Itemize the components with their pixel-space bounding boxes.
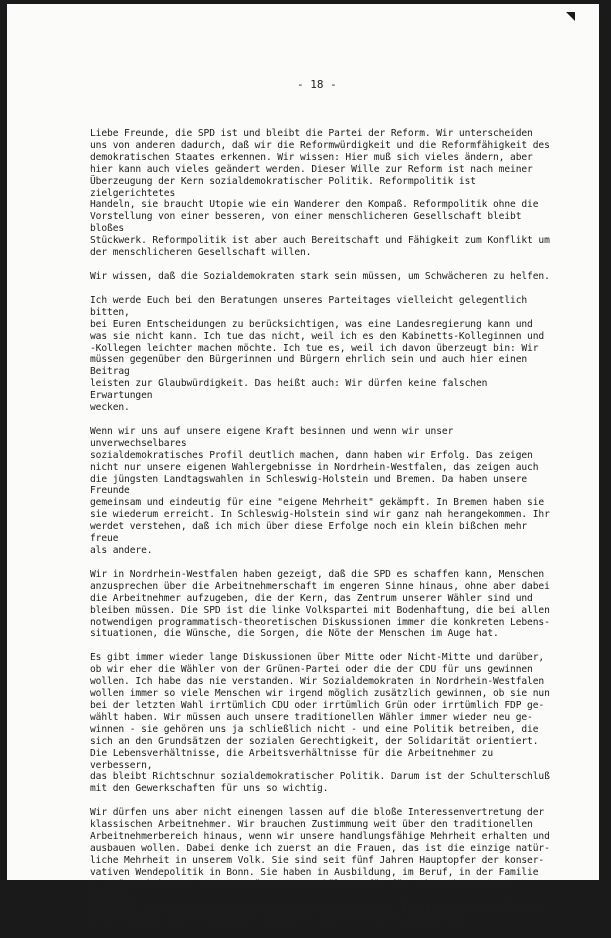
document-page	[7, 4, 599, 926]
paragraph-4: Wenn wir uns auf unsere eigene Kraft besinnen und wenn wir unser unverwechselbares sozialdemokratisches Profil deutlich machen, dann haben wir Erfolg. Das zeigen nicht nur unsere eigenen Wahlergebnisse in Nordrhein-Westfalen, das zeigen auch die jüngsten Landtagswahlen in Schleswig-Holstein und Bremen. Da haben unsere Freunde gemeinsam und eindeutig für eine "eigene Mehrheit" gekämpft. In Bremen haben sie sie wiederum erreicht. In Schleswig-Holstein sind wir ganz nah herangekommen. Ihr werdet verstehen, daß ich mich über diese Erfolge noch ein klein bißchen mehr freue als andere.	[90, 425, 550, 556]
body-text	[90, 128, 550, 938]
punch-mark	[566, 12, 575, 21]
paragraph-2: Wir wissen, daß die Sozialdemokraten stark sein müssen, um Schwächeren zu helfen.	[90, 270, 550, 282]
paragraph-1: Liebe Freunde, die SPD ist und bleibt die Partei der Reform. Wir unterscheiden uns von anderen dadurch, daß wir die Reformwürdigkeit und die Reformfähigkeit des demokratischen Staates erkennen. Wir wissen: Hier muß sich vieles ändern, aber hier kann auch vieles geändert werden. Dieser Wille zur Reform ist nach meiner Überzeugung der Kern sozialdemokratischer Politik. Reformpolitik ist zielgerichtetes Handeln, sie braucht Utopie wie ein Wanderer den Kompaß. Reformpolitik ohne die Vorstellung von einer besseren, von einer menschlicheren Gesellschaft bleibt bloßes Stückwerk. Reformpolitik ist aber auch Bereitschaft und Fähigkeit zum Konflikt um der menschlicheren Gesellschaft willen.	[90, 128, 550, 259]
paragraph-3: Ich werde Euch bei den Beratungen unseres Parteitages vielleicht gelegentlich bitten, bei Euren Entscheidungen zu berücksichtigen, was eine Landesregierung kann und was sie nicht kann. Ich tue das nicht, weil ich es den Kabinetts-Kolleginnen und -Kollegen leichter machen möchte. Ich tue es, weil ich davon überzeugt bin: Wir müssen gegenüber den Bürgerinnen und Bürgern ehrlich sein und auch hier einen Beitrag leisten zur Glaubwürdigkeit. Das heißt auch: Wir dürfen keine falschen Erwartungen wecken.	[90, 294, 545, 414]
paragraph-6: Es gibt immer wieder lange Diskussionen über Mitte oder Nicht-Mitte und darüber, ob wir eher die Wähler von der Grünen-Partei oder die der CDU für uns gewinnen wollen. Ich habe das nie verstanden. Wir Sozialdemokraten in Nordrhein-Westfalen wollen immer so viele Menschen wir irgend möglich zusätzlich gewinnen, ob sie nun bei der letzten Wahl irrtümlich CDU oder irrtümlich Grün oder irrtümlich FDP ge- wählt haben. Wir müssen auch unsere traditionellen Wähler immer wieder neu ge- winnen - sie gehören uns ja schließlich nicht - und eine Politik betreiben, die sich an den Grundsätzen der sozialen Gerechtigkeit, der Solidarität orientiert. Die Lebensverhältnisse, die Arbeitsverhältnisse für die Arbeitnehmer zu verbessern, das bleibt Richtschnur sozialdemokratischer Politik. Darum ist der Schulterschluß mit den Gewerkschaften für uns so wichtig.	[90, 652, 550, 795]
paragraph-7: Wir dürfen uns aber nicht einengen lassen auf die bloße Interessenvertretung der klassischen Arbeitnehmer. Wir brauchen Zustimmung weit über den traditionellen Arbeitnehmerbereich hinaus, wenn wir unsere handlungsfähige Mehrheit erhalten und ausbauen wollen. Dabei denke ich zuerst an die Frauen, das ist die einzige natür- liche Mehrheit in unserem Volk. Sie sind seit fünf Jahren Hauptopfer der konser- vativen Wendepolitik in Bonn. Sie haben in Ausbildung, im Beruf, in der Familie zu spüren bekommen, was Zerstörung von Schüler-Bafög für Lebenschancen von Mädchen bedeutet, was beschäftigungspolitische Untätigkeit für Berufschancen von Frauen heißt und was Ungerechtigkeit gegenüber älteren Rentnerinnen heißt.	[90, 807, 550, 926]
paragraph-5: Wir in Nordrhein-Westfalen haben gezeigt, daß die SPD es schaffen kann, Menschen anzusprechen über die Arbeitnehmerschaft im engeren Sinne hinaus, ohne aber dabei die Arbeitnehmer aufzugeben, die der Kern, das Zentrum unserer Wähler sind und bleiben müssen. Die SPD ist die linke Volkspartei mit Bodenhaftung, die bei allen notwendigen programmatisch-theoretischen Diskussionen immer die konkreten Lebens- situationen, die Wünsche, die Sorgen, die Nöte der Menschen im Auge hat.	[90, 568, 550, 640]
page-number: - 18 -	[297, 78, 337, 91]
